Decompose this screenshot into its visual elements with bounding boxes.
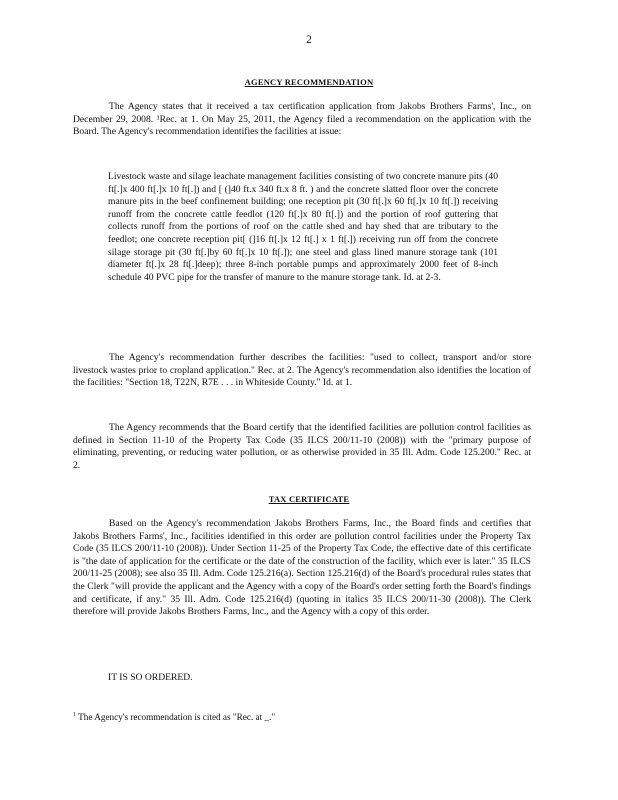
facilities-block-quote: Livestock waste and silage leachate management facilities consisting of two concrete manure pits (40 ft[.]x 400 ft[.]x 10 ft[.]) and [ (]40 ft.x 340 ft.x 8 ft. ) and the concrete slatted floor over the concrete manure pits in the beef confinement building; one reception pit (30 ft[.]x 60 ft[.]x 10 ft[.]) receiving runoff from the concrete cattle feedlot (120 ft[.]x 80 ft[.]) and the portion of roof guttering that collects runoff from the portions of roof on the cattle shed and hay shed that are tributary to the feedlot; one concrete reception pit[ (]16 ft[.]x 12 ft[.] x 1 ft[.]) receiving run off from the concrete silage storage pit (30 ft[.]by 60 ft[.]x 10 ft[.]); one steel and glass lined manure storage tank (101 diameter ft[.]x 28 ft[.]deep); three 8-inch portable pumps and approximately 2000 feet of 8-inch schedule 40 PVC pipe for the transfer of manure to the manure storage tank. Id. at 2-3. — [108, 171, 498, 283]
closing-order: IT IS SO ORDERED. — [108, 672, 193, 683]
intro-paragraph: The Agency states that it received a tax certification application from Jakobs Brothers Farms', Inc., on December 29, 2008. ¹Rec. at 1. On May 25, 2011, the Agency filed a recommendation on the application with the Board. The Agency's recommendation identifies the facilities at issue: — [73, 101, 531, 138]
agency-recommendation-heading — [0, 77, 618, 87]
footnote — [73, 712, 533, 722]
tax-certificate-heading — [0, 494, 618, 504]
footnote-marker: 1 — [73, 712, 76, 718]
certificate-paragraph: Based on the Agency's recommendation Jakobs Brothers Farms, Inc., the Board finds and certifies that Jakobs Brothers Farms', Inc., facilities identified in this order are pollution control facilities under the Property Tax Code (35 ILCS 200/11-10 (2008)). Under Section 11-25 of the Property Tax Code, the effective date of this certificate is "the date of application for the certificate or the date of the construction of the facility, which ever is later." 35 ILCS 200/11-25 (2008); see also 35 Ill. Adm. Code 125.216(a). Section 125.216(d) of the Board's procedural rules states that the Clerk "will provide the applicant and the Agency with a copy of the Board's order setting forth the Board's findings and certificate, if any." 35 Ill. Adm. Code 125.216(d) (quoting in italics 35 ILCS 200/11-30 (2008)). The Clerk therefore will provide Jakobs Brothers Farms, Inc., and the Agency with a copy of this order. — [73, 518, 531, 618]
footnote-text: The Agency's recommendation is cited as "Rec. at _." — [78, 712, 276, 723]
description-paragraph: The Agency's recommendation further describes the facilities: "used to collect, transport and/or store livestock wastes prior to cropland application." Rec. at 2. The Agency's recommendation also identifies the location of the facilities: "Section 18, T22N, R7E . . . in Whiteside County." Id. at 1. — [73, 352, 531, 389]
agency-recommendation-heading-text: AGENCY RECOMMENDATION — [244, 77, 374, 87]
page-number: 2 — [306, 34, 312, 46]
tax-certificate-heading-text: TAX CERTIFICATE — [268, 494, 350, 504]
recommendation-paragraph: The Agency recommends that the Board certify that the identified facilities are pollution control facilities as defined in Section 11-10 of the Property Tax Code (35 ILCS 200/11-10 (2008)) with the "primary purpose of eliminating, preventing, or reducing water pollution, or as otherwise provided in 35 Ill. Adm. Code 125.200." Rec. at 2. — [73, 422, 531, 471]
